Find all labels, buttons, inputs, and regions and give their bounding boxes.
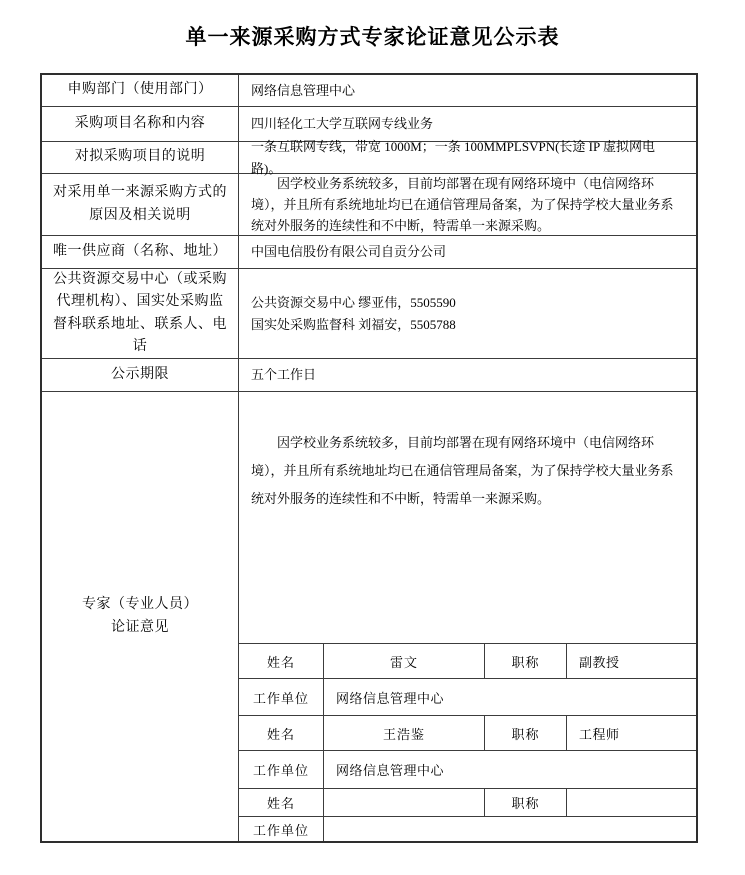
- row-purchasing-department: [42, 75, 696, 106]
- expert-2-unit-row: [239, 750, 696, 788]
- row-contact-info: [42, 268, 696, 358]
- unit-field-label: 工作单位: [239, 751, 324, 788]
- row-expert-opinion-section: [42, 391, 696, 841]
- expert-2-unit: 网络信息管理中心: [336, 763, 445, 778]
- expert-1-unit-row: [239, 678, 696, 715]
- row-label: 公共资源交易中心（或采购代理机构）、国实处采购监督科联系地址、联系人、电话: [42, 269, 239, 358]
- row-label: 公示期限: [42, 359, 239, 391]
- row-value: 四川轻化工大学互联网专线业务: [251, 116, 434, 132]
- title-field-label: 职称: [485, 789, 567, 816]
- unit-field-label: 工作单位: [239, 679, 324, 715]
- contact-line-trade-center: 公共资源交易中心 缪亚伟，5505590: [251, 295, 456, 311]
- expert-label-line2: 论证意见: [111, 619, 169, 635]
- row-value: [239, 269, 696, 358]
- title-field-label: 职称: [485, 716, 567, 750]
- expert-1-unit: 网络信息管理中心: [336, 690, 445, 706]
- name-field-label: 姓名: [239, 644, 324, 678]
- row-label: 对采用单一来源采购方式的原因及相关说明: [42, 174, 239, 235]
- expert-opinion-text: 因学校业务系统较多，目前均部署在现有网络环境中（电信网络环境），并且所有系统地址均已在通信管理局备案，为了保持学校大量业务系统对外服务的连续性和不中断，特需单一来源采购。: [251, 435, 674, 506]
- expert-3-name: [324, 789, 485, 816]
- expert-3-unit-row: [239, 816, 696, 841]
- row-label: 申购部门（使用部门）: [42, 75, 239, 106]
- name-field-label: 姓名: [239, 789, 324, 816]
- row-value: 因学校业务系统较多，目前均部署在现有网络环境中（电信网络环境），并且所有系统地址均已在通信管理局备案，为了保持学校大量业务系统对外服务的连续性和不中断，特需单一来源采购。: [251, 175, 674, 234]
- row-label: 采购项目名称和内容: [42, 107, 239, 141]
- expert-2-name-row: [239, 715, 696, 750]
- row-value: 五个工作日: [251, 367, 317, 383]
- row-value: 中国电信股份有限公司自贡分公司: [251, 244, 447, 260]
- row-value: 一条互联网专线，带宽 1000M；一条 100MMPLSVPN(长途 IP 虚拟网电路)。: [251, 139, 655, 176]
- page-title: 单一来源采购方式专家论证意见公示表: [185, 25, 560, 49]
- expert-1-name: 雷文: [324, 644, 485, 678]
- row-publicity-period: [42, 358, 696, 391]
- row-label: 唯一供应商（名称、地址）: [42, 236, 239, 268]
- contact-line-supervision: 国实处采购监督科 刘福安，5505788: [251, 316, 456, 332]
- expert-1-name-row: [239, 643, 696, 678]
- expert-3-name-row: [239, 788, 696, 816]
- expert-2-title: 工程师: [579, 726, 620, 742]
- expert-section-label: [42, 392, 239, 841]
- expert-3-unit: [324, 817, 696, 841]
- expert-3-title: [567, 789, 696, 816]
- expert-label-line1: 专家（专业人员）: [82, 597, 198, 613]
- name-field-label: 姓名: [239, 716, 324, 750]
- publicity-form-table: [40, 73, 698, 843]
- row-project-description: [42, 139, 696, 176]
- row-value: 网络信息管理中心: [251, 82, 356, 98]
- row-sole-supplier: [42, 235, 696, 268]
- title-field-label: 职称: [485, 644, 567, 678]
- unit-field-label: 工作单位: [239, 817, 324, 841]
- expert-1-title: 副教授: [579, 654, 620, 670]
- expert-2-name: 王浩鉴: [324, 716, 485, 750]
- row-label: 对拟采购项目的说明: [42, 142, 239, 173]
- row-single-source-reason: [42, 173, 696, 235]
- expert-section-content: [239, 392, 696, 841]
